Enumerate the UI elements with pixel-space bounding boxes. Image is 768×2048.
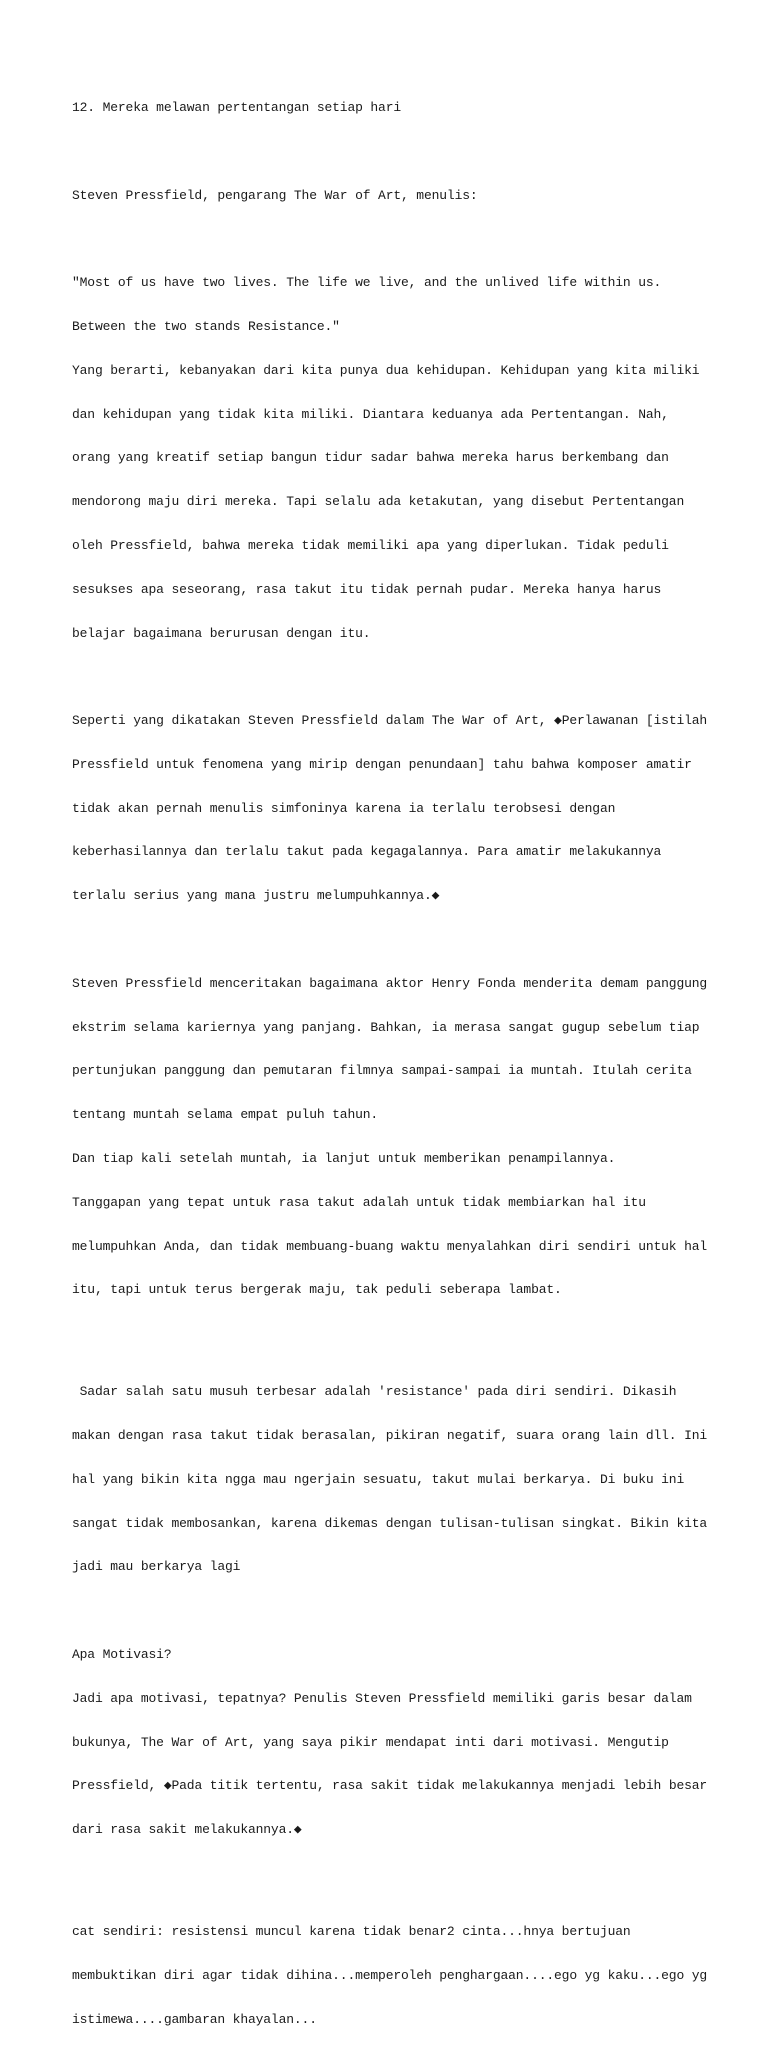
text-line: itu, tapi untuk terus bergerak maju, tak peduli seberapa lambat. (72, 1282, 562, 1298)
text-line: membuktikan diri agar tidak dihina...memperoleh penghargaan....ego yg kaku...ego yg (72, 1967, 708, 1983)
text-line: Dan tiap kali setelah muntah, ia lanjut untuk memberikan penampilannya. (72, 1150, 616, 1166)
text-line: istimewa....gambaran khayalan... (72, 2011, 317, 2027)
text-line: "Most of us have two lives. The life we live, and the unlived life within us. (72, 275, 662, 291)
text-line: tidak akan pernah menulis simfoninya karena ia terlalu terobsesi dengan (72, 800, 616, 816)
intro-paragraph (72, 160, 712, 233)
text-line: Pressfield, ◆Pada titik tertentu, rasa sakit tidak melakukannya menjadi lebih besar (72, 1778, 708, 1794)
text-line: melumpuhkan Anda, dan tidak membuang-buang waktu menyalahkan diri sendiri untuk hal (72, 1238, 708, 1254)
text-line: Apa Motivasi? (72, 1646, 172, 1662)
henry-fonda-paragraph (72, 948, 712, 1327)
quote-paragraph (72, 247, 712, 670)
text-line: tentang muntah selama empat puluh tahun. (72, 1107, 379, 1123)
text-line: dari rasa sakit melakukannya.◆ (72, 1822, 302, 1838)
text-line: Yang berarti, kebanyakan dari kita punya dua kehidupan. Kehidupan yang kita miliki (72, 362, 700, 378)
text-line: Sadar salah satu musuh terbesar adalah 'resistance' pada diri sendiri. Dikasih (72, 1384, 677, 1400)
text-line: Pressfield untuk fenomena yang mirip dengan penundaan] tahu bahwa komposer amatir (72, 756, 692, 772)
text-line: Steven Pressfield, pengarang The War of Art, menulis: (72, 187, 478, 203)
text-line: pertunjukan panggung dan pemutaran filmnya sampai-sampai ia muntah. Itulah cerita (72, 1063, 692, 1079)
text-line: mendorong maju diri mereka. Tapi selalu ada ketakutan, yang disebut Pertentangan (72, 494, 685, 510)
personal-note-paragraph (72, 1896, 712, 2048)
text-line: Seperti yang dikatakan Steven Pressfield dalam The War of Art, ◆Perlawanan [istilah (72, 713, 708, 729)
document-page (72, 72, 712, 2048)
text-line: ekstrim selama kariernya yang panjang. Bahkan, ia merasa sangat gugup sebelum tiap (72, 1019, 700, 1035)
text-line: cat sendiri: resistensi muncul karena tidak benar2 cinta...hnya bertujuan (72, 1924, 631, 1940)
text-line: Steven Pressfield menceritakan bagaimana aktor Henry Fonda menderita demam panggung (72, 975, 708, 991)
resistance-note-paragraph (72, 1356, 712, 1604)
text-line: terlalu serius yang mana justru melumpuhkannya.◆ (72, 888, 440, 904)
text-line: sangat tidak membosankan, karena dikemas dengan tulisan-tulisan singkat. Bikin kita (72, 1515, 708, 1531)
text-line: Jadi apa motivasi, tepatnya? Penulis Steven Pressfield memiliki garis besar dalam (72, 1690, 692, 1706)
motivation-paragraph (72, 1619, 712, 1867)
text-line: orang yang kreatif setiap bangun tidur sadar bahwa mereka harus berkembang dan (72, 450, 669, 466)
text-line: 12. Mereka melawan pertentangan setiap hari (72, 100, 402, 116)
text-line: sesukses apa seseorang, rasa takut itu tidak pernah pudar. Mereka hanya harus (72, 581, 662, 597)
heading-paragraph (72, 72, 712, 145)
text-line: Tanggapan yang tepat untuk rasa takut adalah untuk tidak membiarkan hal itu (72, 1194, 646, 1210)
text-line: keberhasilannya dan terlalu takut pada kegagalannya. Para amatir melakukannya (72, 844, 662, 860)
text-line: jadi mau berkarya lagi (72, 1559, 241, 1575)
text-line: dan kehidupan yang tidak kita miliki. Diantara keduanya ada Pertentangan. Nah, (72, 406, 669, 422)
text-line: bukunya, The War of Art, yang saya pikir mendapat inti dari motivasi. Mengutip (72, 1734, 669, 1750)
text-line: Between the two stands Resistance." (72, 319, 340, 335)
text-line: hal yang bikin kita ngga mau ngerjain sesuatu, takut mulai berkarya. Di buku ini (72, 1471, 685, 1487)
text-line: belajar bagaimana berurusan dengan itu. (72, 625, 371, 641)
war-of-art-paragraph (72, 685, 712, 933)
text-line: makan dengan rasa takut tidak berasalan, pikiran negatif, suara orang lain dll. Ini (72, 1428, 708, 1444)
text-line: oleh Pressfield, bahwa mereka tidak memiliki apa yang diperlukan. Tidak peduli (72, 538, 669, 553)
